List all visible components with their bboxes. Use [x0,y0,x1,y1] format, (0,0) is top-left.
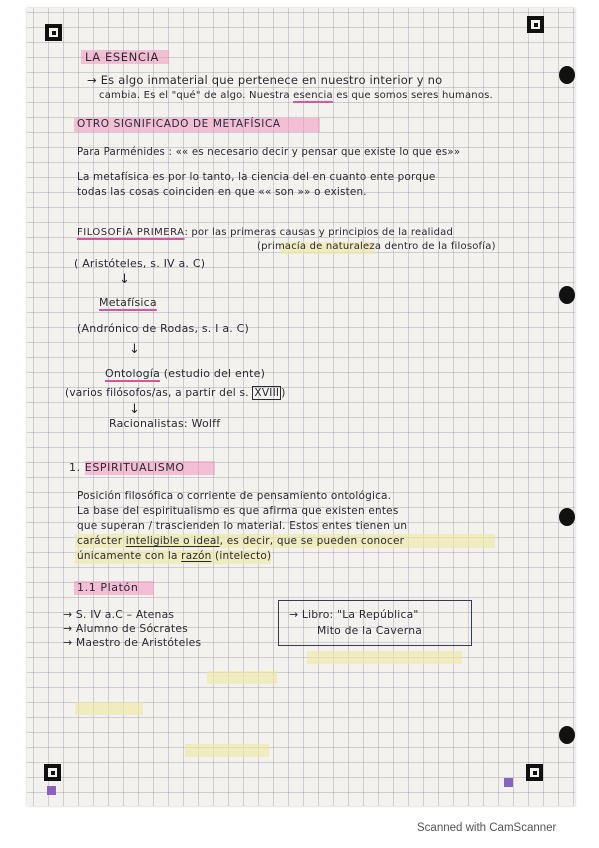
arrow-down-icon: ↓ [129,402,140,417]
corner-marker-icon [527,16,544,33]
esencia-line-2 [99,90,493,101]
caverna-line: Mito de la Caverna [317,624,423,637]
corner-marker-icon [45,24,62,41]
line4-a: carácter [77,535,126,547]
espiritualismo-line-2: La base del espiritualismo es que afirma que existen entes [77,505,399,517]
espiritualismo-line-5 [77,550,271,562]
ontologia-label: Ontología [105,367,161,380]
metafisica-line-2: todas las cosas coinciden en que «« son »» o existen. [77,186,367,198]
century-roman: XVIII [254,387,280,399]
espiritualismo-line-3: que superan / trascienden lo material. Estos entes tienen un [77,520,408,532]
binder-hole-icon [559,66,575,84]
line5-a: únicamente con la [77,550,182,562]
varios-text: (varios filósofos/as, a partir del s. [65,387,253,399]
scanner-footer: Scanned with CamScanner [417,822,557,834]
filosofia-note: (primacía de naturaleza dentro de la filosofía) [257,241,496,252]
razon-text: razón [181,550,212,562]
esencia-word: esencia [293,90,333,101]
binder-hole-icon [559,508,575,526]
esencia-line-2a: cambia. Es el "qué" de algo. Nuestra [99,90,294,101]
section-title-espiritualismo: 1. ESPIRITUALISMO [69,461,185,474]
ontologia-note: (estudio del ente) [163,367,266,380]
corner-marker-icon [44,764,61,781]
blank-highlight [207,671,277,684]
varios-filosofos-line [65,387,286,399]
binder-hole-icon [559,286,575,304]
purple-square-icon [47,786,56,795]
espiritualismo-line-4 [77,535,404,547]
republica-box [278,600,472,646]
line5-c: (intelecto) [211,550,272,562]
arrow-down-icon: ↓ [129,342,140,357]
notebook-page [27,8,575,806]
filosofia-primera-label: FILOSOFÍA PRIMERA [77,227,185,238]
andronico-line: (Andrónico de Rodas, s. I a. C) [77,322,250,335]
metafisica-label: Metafísica [99,296,157,309]
esencia-line-1: → Es algo inmaterial que pertenece en nuestro interior y no [87,73,443,87]
blank-highlight [307,651,462,664]
racionalistas-line: Racionalistas: Wolff [109,417,221,430]
section-title-esencia: LA ESENCIA [85,50,159,64]
filosofia-primera-def: : por las primeras causas y principios de la realidad [184,227,454,238]
filosofia-primera-line [77,227,453,238]
blank-highlight [75,702,143,715]
corner-marker-icon [526,764,543,781]
metafisica-line-1: La metafísica es por lo tanto, la ciencia del en cuanto ente porque [77,171,436,183]
parmenides-line: Para Parménides : «« es necesario decir y pensar que existe lo que es»» [77,147,461,158]
varios-close: ) [281,387,286,399]
arrow-down-icon: ↓ [119,272,130,287]
platon-item: → Maestro de Aristóteles [63,636,202,649]
republica-line: → Libro: "La República" [289,608,419,621]
section-title-metafisica: OTRO SIGNIFICADO DE METAFÍSICA [77,118,281,130]
section-title-platon: 1.1 Platón [77,581,139,594]
platon-item: → Alumno de Sócrates [63,622,188,635]
inteligible-text: inteligible o ideal [125,535,220,547]
esencia-line-2c: es que somos seres humanos. [332,90,493,101]
platon-item: → S. IV a.C – Atenas [63,608,175,621]
ontologia-line [105,367,265,380]
binder-hole-icon [559,726,575,744]
line4-c: , es decir, que se pueden conocer [219,535,405,547]
purple-square-icon [504,778,513,787]
aristoteles-line: ( Aristóteles, s. IV a. C) [74,257,206,270]
espiritualismo-line-1: Posición filosófica o corriente de pensamiento ontológica. [77,490,392,502]
blank-highlight [185,744,269,757]
